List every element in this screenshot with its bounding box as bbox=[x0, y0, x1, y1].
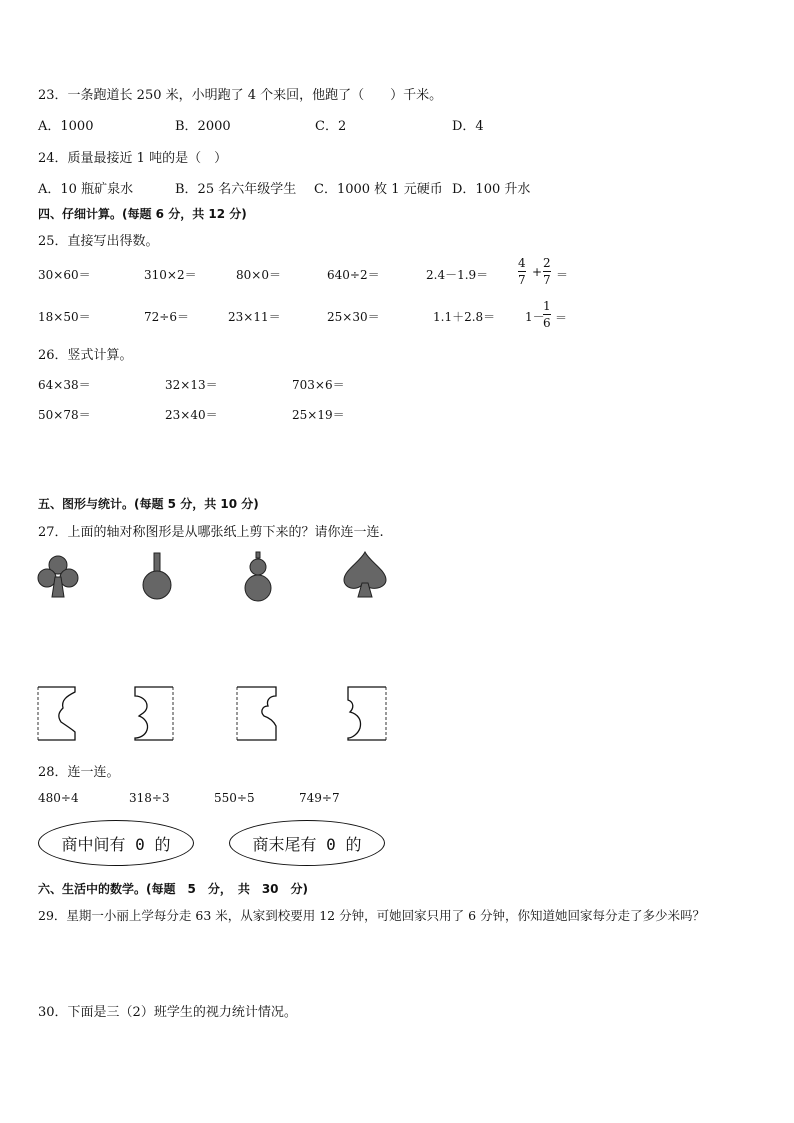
folded-paper-2 bbox=[133, 686, 175, 742]
equals-sign: ＝ bbox=[555, 311, 568, 325]
question-28-stem: 28．连一连。 bbox=[38, 765, 120, 780]
gourd-shape-icon bbox=[241, 551, 275, 603]
fraction-4-7 bbox=[518, 256, 526, 287]
calc-item: 64×38＝ bbox=[38, 378, 91, 392]
calc-item: 30×60＝ bbox=[38, 268, 91, 282]
calc-item: 1.1＋2.8＝ bbox=[433, 310, 496, 324]
calc-item: 310×2＝ bbox=[144, 268, 197, 282]
plus-sign: + bbox=[532, 265, 543, 279]
q24-option-c: C．1000 枚 1 元硬币 bbox=[314, 182, 443, 197]
q23-option-a: A．1000 bbox=[38, 119, 94, 134]
calc-item: 32×13＝ bbox=[165, 378, 218, 392]
question-30-stem: 30．下面是三（2）班学生的视力统计情况。 bbox=[38, 1005, 297, 1020]
q24-option-d: D．100 升水 bbox=[452, 182, 531, 197]
calc-item: 23×11＝ bbox=[228, 310, 281, 324]
question-29-stem: 29．星期一小丽上学每分走 63 米，从家到校要用 12 分钟，可她回家只用了 6 分钟，你知道她回家每分走了多少米吗？ bbox=[38, 908, 706, 923]
calc-item: 2.4－1.9＝ bbox=[426, 268, 489, 282]
q24-option-b: B．25 名六年级学生 bbox=[175, 182, 297, 197]
q24-option-a: A．10 瓶矿泉水 bbox=[38, 182, 134, 197]
equals-sign: ＝ bbox=[556, 268, 569, 282]
spade-shape-icon bbox=[342, 550, 388, 600]
fraction-denominator: 6 bbox=[543, 316, 551, 330]
division-item: 749÷7 bbox=[299, 791, 340, 805]
division-item: 550÷5 bbox=[214, 791, 255, 805]
fraction-denominator: 7 bbox=[518, 273, 526, 287]
oval-quotient-middle-zero bbox=[38, 820, 194, 866]
keyhole-shape-icon bbox=[140, 552, 174, 602]
folded-paper-3 bbox=[236, 686, 278, 742]
calc-item: 50×78＝ bbox=[38, 408, 91, 422]
fraction-numerator: 1 bbox=[543, 299, 551, 313]
question-24-stem: 24．质量最接近 1 吨的是（ ） bbox=[38, 151, 228, 166]
calc-item: 703×6＝ bbox=[292, 378, 345, 392]
division-item: 318÷3 bbox=[129, 791, 170, 805]
oval-label: 商末尾有 0 的 bbox=[252, 834, 362, 854]
section-6-heading: 六、生活中的数学。(每题 5 分， 共 30 分) bbox=[38, 882, 309, 896]
oval-label: 商中间有 0 的 bbox=[61, 834, 171, 854]
club-shape-icon bbox=[36, 553, 80, 601]
calc-item: 25×19＝ bbox=[292, 408, 345, 422]
calc-item: 18×50＝ bbox=[38, 310, 91, 324]
fraction-1-6 bbox=[543, 299, 551, 330]
folded-paper-4 bbox=[346, 686, 388, 742]
section-5-heading: 五、图形与统计。(每题 5 分，共 10 分) bbox=[38, 497, 259, 511]
q23-option-c: C．2 bbox=[315, 119, 347, 134]
question-23-stem: 23．一条跑道长 250 米，小明跑了 4 个来回，他跑了（ ）千米。 bbox=[38, 88, 443, 103]
q23-option-b: B．2000 bbox=[175, 119, 231, 134]
calc-item: 80×0＝ bbox=[236, 268, 281, 282]
calc-item: 72÷6＝ bbox=[144, 310, 189, 324]
division-item: 480÷4 bbox=[38, 791, 79, 805]
fraction-denominator: 7 bbox=[543, 273, 551, 287]
fraction-2-7 bbox=[543, 256, 551, 287]
question-27-stem: 27．上面的轴对称图形是从哪张纸上剪下来的？请你连一连. bbox=[38, 525, 384, 540]
question-26-stem: 26．竖式计算。 bbox=[38, 348, 133, 363]
fraction-numerator: 2 bbox=[543, 256, 551, 270]
oval-quotient-end-zero bbox=[229, 820, 385, 866]
q23-option-d: D．4 bbox=[452, 119, 484, 134]
calc-item: 25×30＝ bbox=[327, 310, 380, 324]
question-25-stem: 25．直接写出得数。 bbox=[38, 234, 159, 249]
calc-item: 23×40＝ bbox=[165, 408, 218, 422]
section-4-heading: 四、仔细计算。(每题 6 分，共 12 分) bbox=[38, 207, 247, 221]
fraction-numerator: 4 bbox=[518, 256, 526, 270]
calc-item: 640÷2＝ bbox=[327, 268, 380, 282]
one-minus: 1－ bbox=[525, 310, 545, 324]
folded-paper-1 bbox=[37, 686, 77, 742]
